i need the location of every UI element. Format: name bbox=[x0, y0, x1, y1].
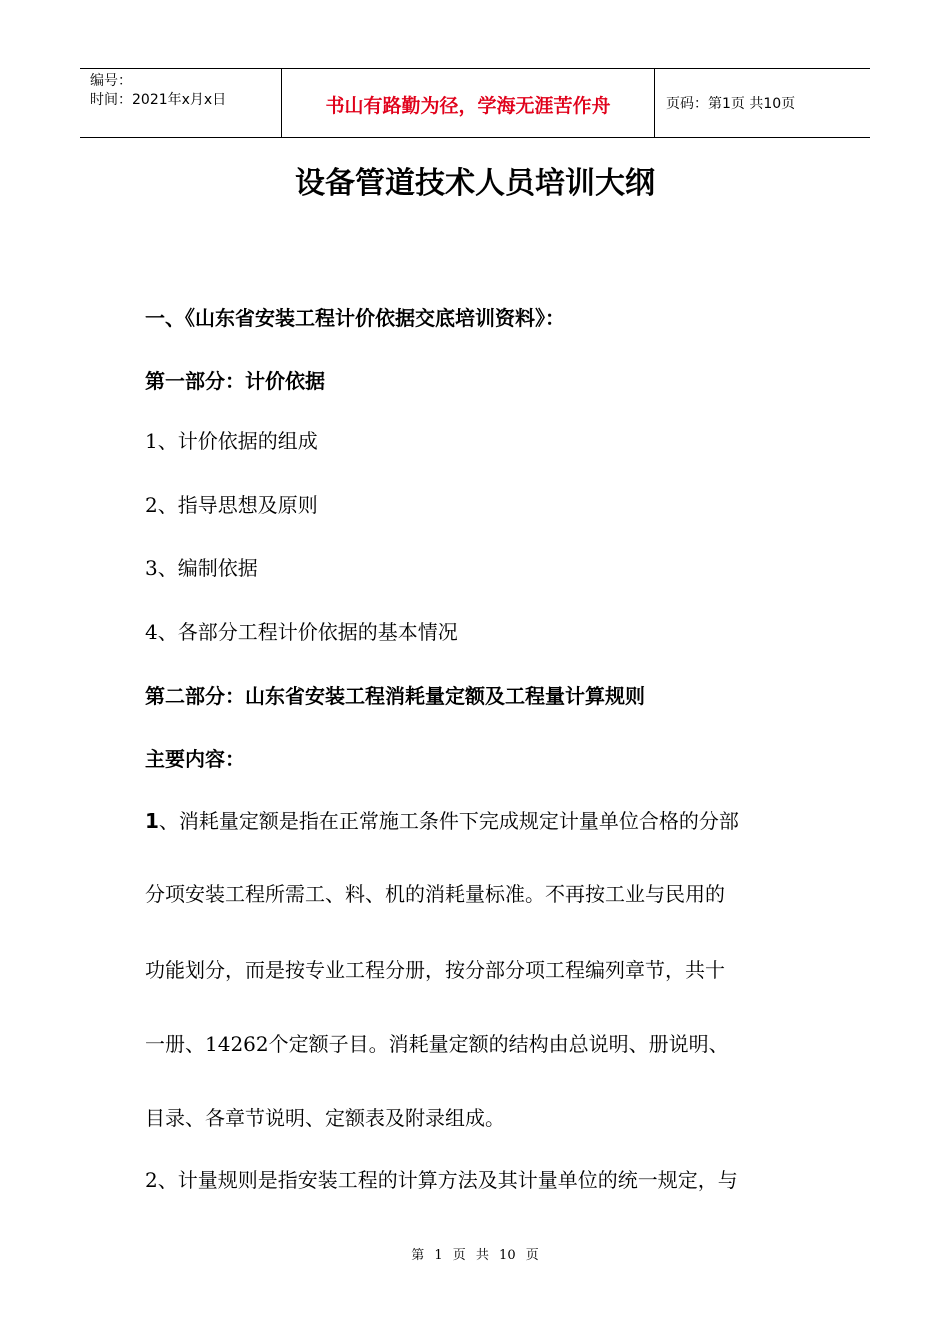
header-meta-cell bbox=[80, 69, 282, 137]
list-item: 2、指导思想及原则 bbox=[145, 493, 318, 517]
paragraph-2-line-1: 2、计量规则是指安装工程的计算方法及其计量单位的统一规定，与 bbox=[145, 1168, 738, 1192]
header-motto-cell bbox=[282, 69, 655, 137]
page-info: 页码：第1页 共10页 bbox=[666, 96, 796, 112]
section-heading-1: 一、《山东省安装工程计价依据交底培训资料》： bbox=[145, 306, 565, 330]
paragraph-1-line-2: 分项安装工程所需工、料、机的消耗量标准。不再按工业与民用的 bbox=[145, 882, 725, 906]
date-label: 时间：2021年x月x日 bbox=[90, 92, 227, 108]
header-table bbox=[80, 68, 870, 138]
paragraph-1-line-3: 功能划分，而是按专业工程分册，按分部分项工程编列章节，共十 bbox=[145, 958, 725, 982]
list-item: 1、计价依据的组成 bbox=[145, 429, 318, 453]
list-item: 4、各部分工程计价依据的基本情况 bbox=[145, 620, 458, 644]
paragraph-1-line-4: 一册、14262个定额子目。消耗量定额的结构由总说明、册说明、 bbox=[145, 1032, 729, 1056]
main-content-heading: 主要内容： bbox=[145, 747, 245, 771]
number-label: 编号： bbox=[90, 73, 132, 89]
page-footer: 第 1 页 共 10 页 bbox=[411, 1248, 539, 1263]
paragraph-1-line-1: 1、消耗量定额是指在正常施工条件下完成规定计量单位合格的分部 bbox=[145, 809, 739, 833]
header-page-cell bbox=[656, 69, 870, 137]
list-item: 3、编制依据 bbox=[145, 556, 258, 580]
motto-text: 书山有路勤为径，学海无涯苦作舟 bbox=[325, 95, 611, 117]
paragraph-1-number: 1 bbox=[145, 809, 159, 833]
document-title: 设备管道技术人员培训大纲 bbox=[295, 166, 655, 201]
paragraph-1-line-5: 目录、各章节说明、定额表及附录组成。 bbox=[145, 1106, 505, 1130]
part2-heading: 第二部分：山东省安装工程消耗量定额及工程量计算规则 bbox=[145, 684, 645, 708]
part1-heading: 第一部分：计价依据 bbox=[145, 369, 325, 393]
